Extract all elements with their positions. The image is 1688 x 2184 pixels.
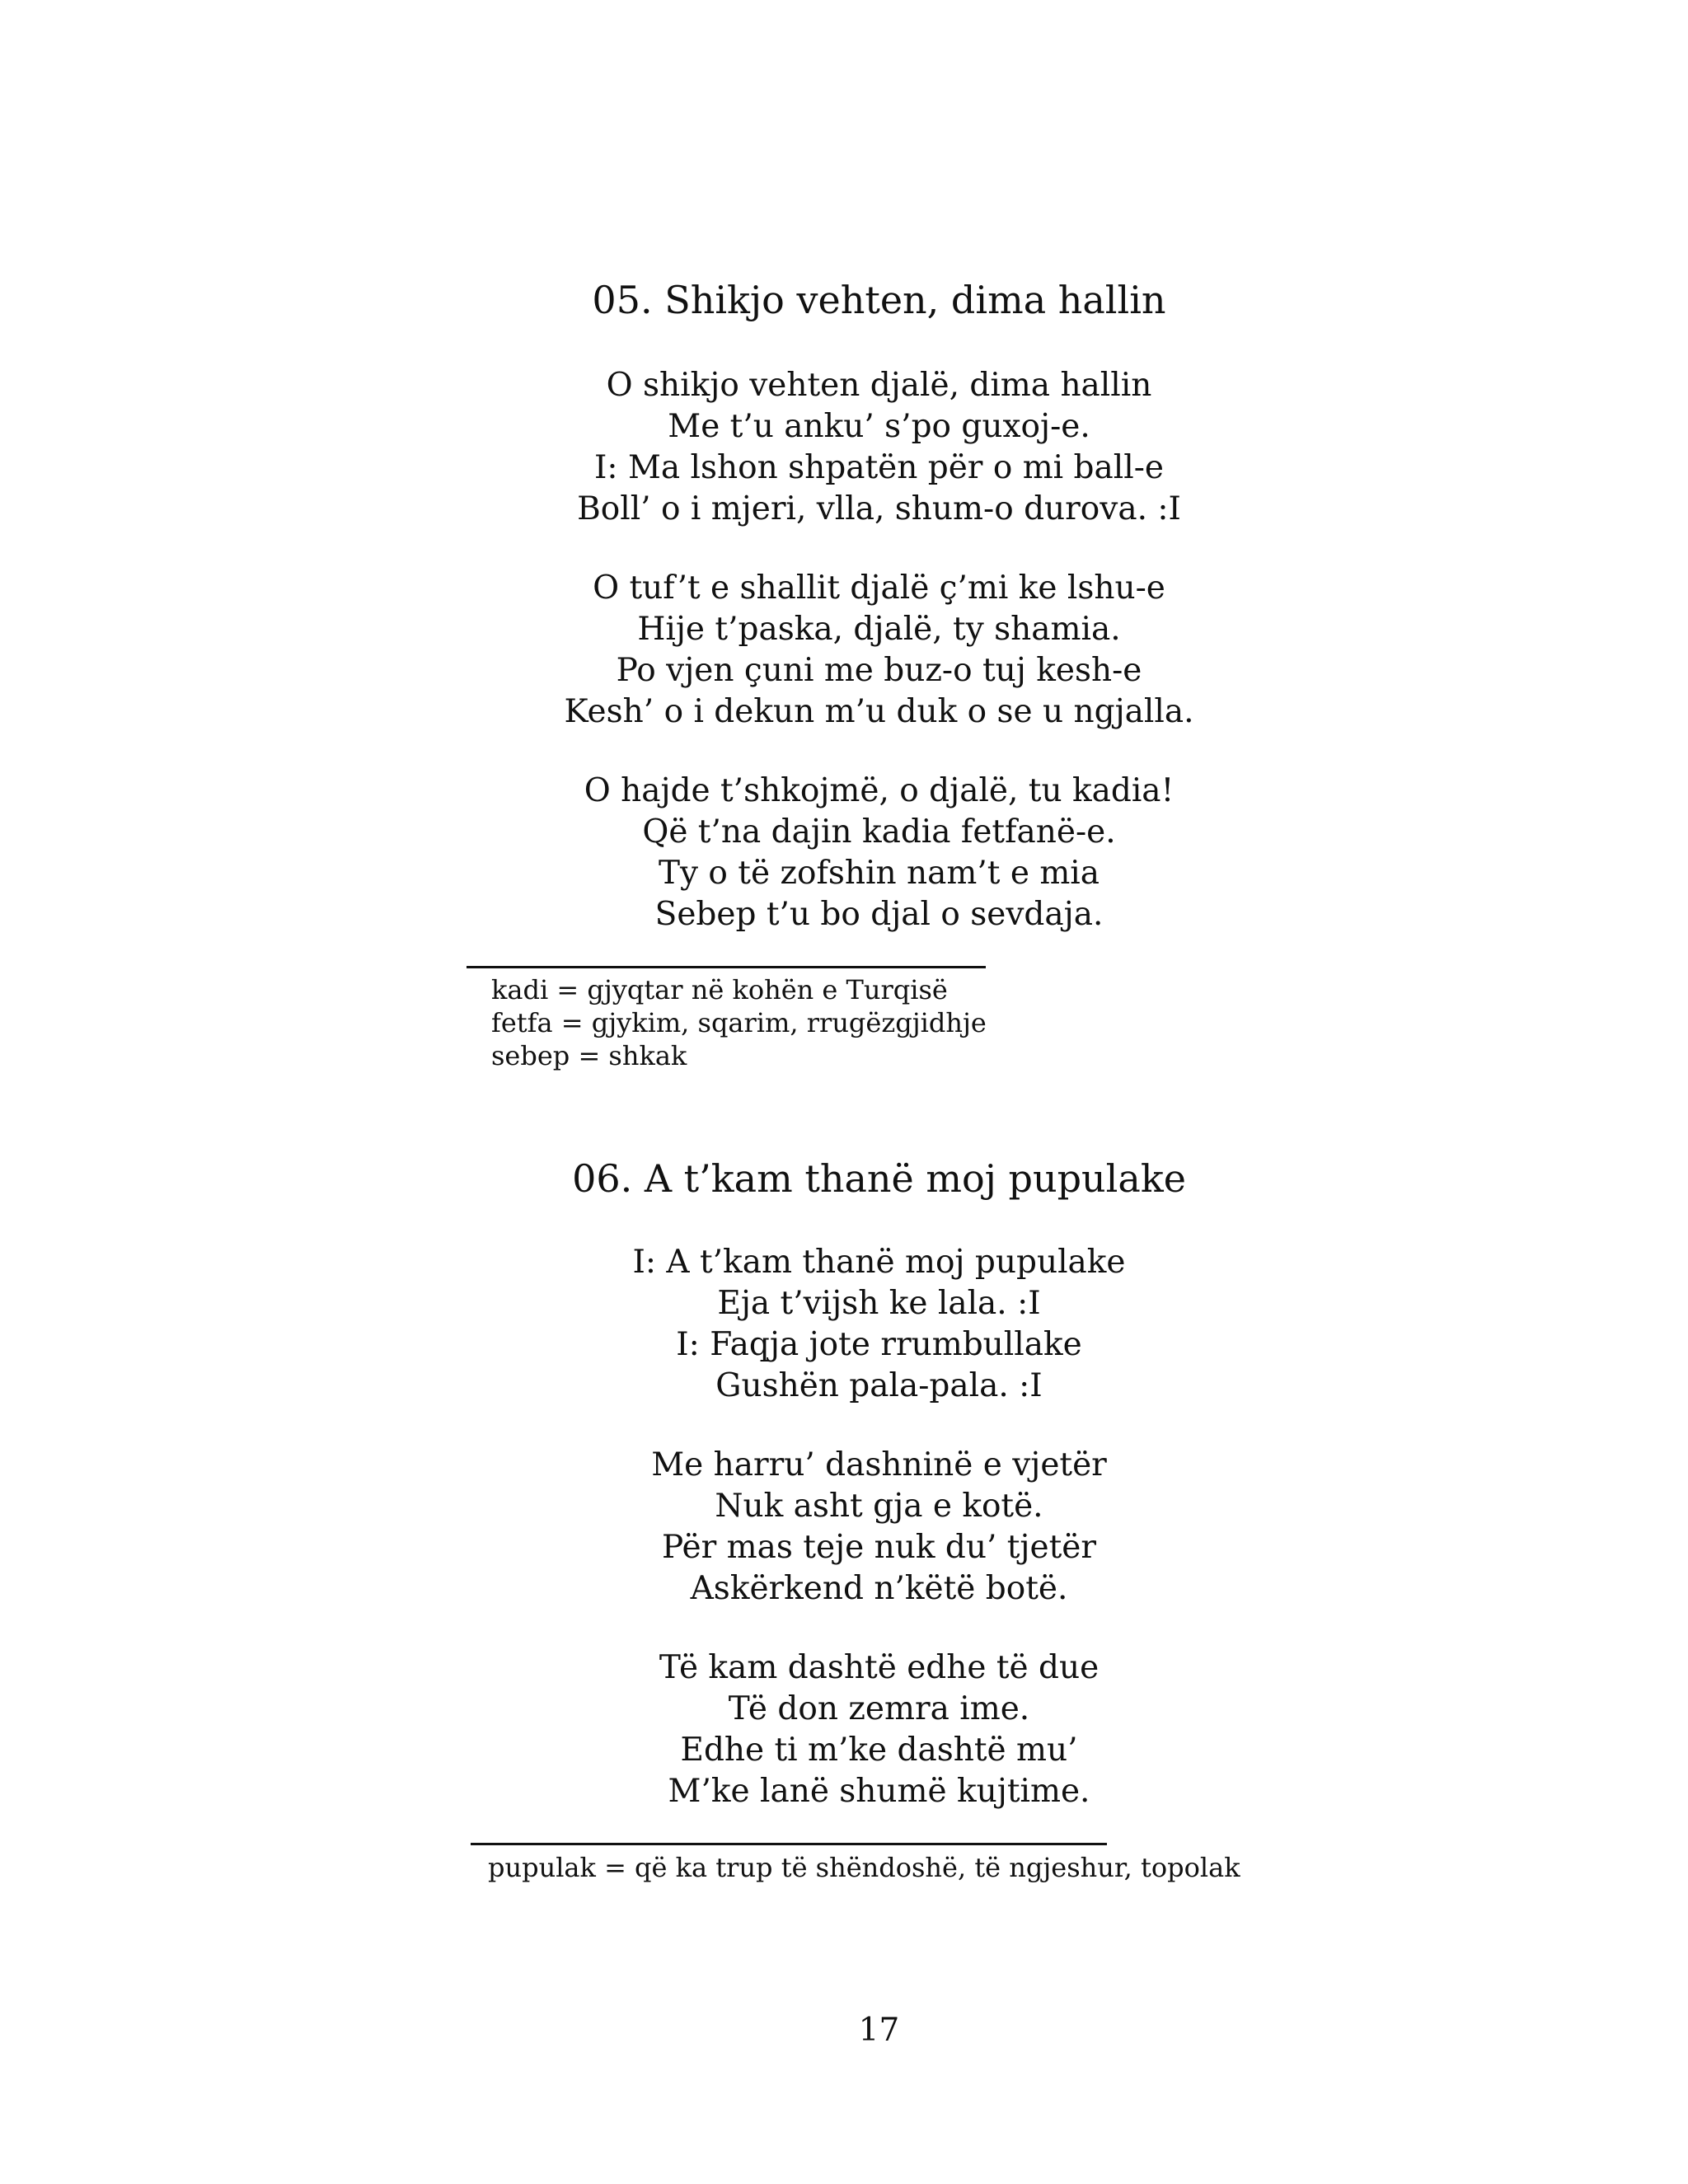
stanza [0,771,1688,935]
footnote-divider [471,1843,1107,1845]
stanza [0,365,1688,530]
verse-line: Eja t’vijsh ke lala. :I [717,1285,1041,1322]
verse-line: Me harru’ dashninë e vjetër [651,1446,1107,1483]
verse-line: Të kam dashtë edhe të due [659,1649,1100,1686]
footnotes [488,1851,1240,1884]
song-title: 05. Shikjo vehten, dima hallin [592,278,1166,322]
stanza [0,1445,1688,1610]
verse-line: Ty o të zofshin nam’t e mia [658,855,1100,892]
verse-line: Kesh’ o i dekun m’u duk o se u ngjalla. [564,693,1194,730]
verse-line: I: A t’kam thanë moj pupulake [632,1244,1126,1281]
verse-line: I: Ma lshon shpatën për o mi ball-e [594,449,1164,486]
verse-line: Që t’na dajin kadia fetfanë-e. [642,813,1116,851]
footnotes [491,973,987,1072]
verse-line: O tuf’t e shallit djalë ç’mi ke lshu-e [593,569,1165,607]
song-title: 06. A t’kam thanë moj pupulake [572,1156,1186,1201]
footnote-divider [467,966,986,968]
footnote: fetfa = gjykim, sqarim, rrugëzgjidhje [491,1007,987,1038]
verse-line: Gushën pala-pala. :I [715,1367,1043,1404]
footnote: pupulak = që ka trup të shëndoshë, të ngjeshur, topolak [488,1852,1240,1883]
verse-line: Edhe ti m’ke dashtë mu’ [680,1732,1078,1769]
verse-line: I: Faqja jote rrumbullake [676,1326,1082,1363]
footnote: kadi = gjyqtar në kohën e Turqisë [491,974,948,1005]
verse-line: Nuk asht gja e kotë. [715,1488,1043,1525]
stanza [0,568,1688,733]
verse-line: Boll’ o i mjeri, vlla, shum-o durova. :I [577,490,1181,527]
verse-line: Sebep t’u bo djal o sevdaja. [654,896,1104,933]
verse-line: Hije t’paska, djalë, ty shamia. [637,611,1121,648]
verse-line: Askërkend n’këtë botë. [690,1570,1068,1607]
verse-line: M’ke lanë shumë kujtime. [668,1773,1090,1810]
page-number: 17 [858,2012,900,2049]
stanza [0,1242,1688,1407]
verse-line: Për mas teje nuk du’ tjetër [662,1529,1096,1566]
stanza [0,1647,1688,1812]
verse-line: Po vjen çuni me buz-o tuj kesh-e [616,652,1142,689]
footnote: sebep = shkak [491,1040,687,1071]
verse-line: Të don zemra ime. [728,1690,1030,1727]
verse-line: O hajde t’shkojmë, o djalë, tu kadia! [584,772,1175,809]
verse-line: Me t’u anku’ s’po guxoj-e. [668,408,1090,445]
verse-line: O shikjo vehten djalë, dima hallin [606,367,1152,404]
